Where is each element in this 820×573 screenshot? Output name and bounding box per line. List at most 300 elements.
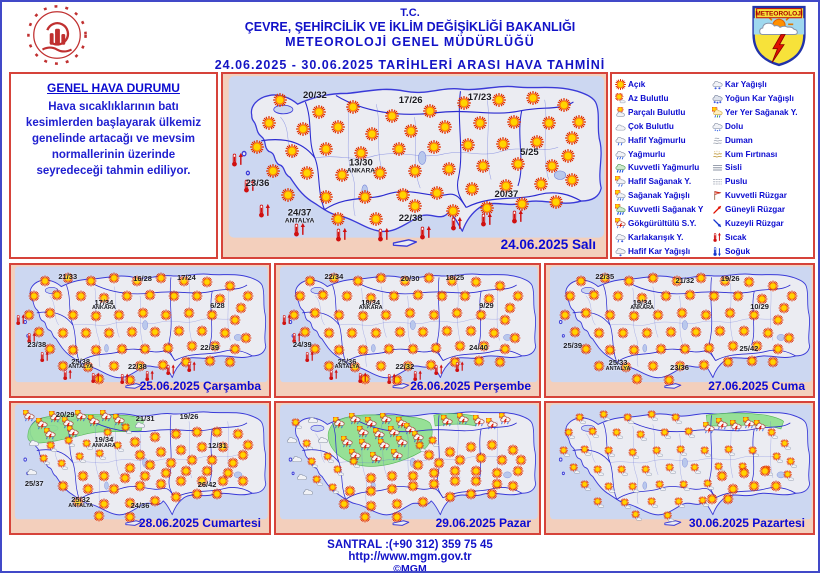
sun-icon — [150, 431, 161, 442]
sun-icon — [542, 116, 556, 130]
sun-cloud-icon — [637, 430, 648, 441]
sun-icon — [176, 444, 187, 455]
thunderstorm-icon — [75, 410, 87, 422]
temperature-label — [563, 342, 582, 350]
thunderstorm-icon — [486, 418, 498, 430]
forecast-map-day-5 — [9, 401, 271, 535]
sun-cloud-icon — [307, 457, 318, 468]
sun-cloud-icon — [334, 465, 345, 476]
sun-icon — [428, 309, 439, 320]
sun-icon — [331, 212, 345, 226]
min-max-temperature: 13/30 — [348, 157, 373, 169]
sun-icon — [515, 455, 526, 466]
sun-icon — [449, 465, 460, 476]
sun-icon — [690, 326, 701, 337]
legend-item-arrow-north-wind — [712, 216, 812, 230]
forecast-map-day-1 — [221, 72, 608, 259]
legend-item-label: Soğuk — [725, 246, 751, 256]
sun-icon — [365, 486, 376, 497]
sun-icon — [647, 360, 658, 371]
sun-icon — [679, 343, 690, 354]
sun-cloud-icon — [594, 465, 605, 476]
legend-item-thermo-cold — [712, 244, 812, 258]
sun-icon — [661, 291, 672, 302]
cloud-icon — [302, 486, 313, 497]
legend-item-label: Yağmurlu — [628, 149, 666, 159]
arrow-north-wind-icon — [712, 218, 723, 229]
sun-icon — [496, 137, 510, 151]
sun-cloud-icon — [647, 411, 658, 422]
hail-icon — [712, 121, 723, 132]
sun-icon — [629, 345, 640, 356]
sun-icon — [294, 291, 305, 302]
ministry-emblem-logo — [26, 4, 88, 66]
sun-icon — [273, 93, 287, 107]
sun-icon — [722, 494, 733, 505]
sun-cloud-icon — [679, 481, 690, 492]
sun-icon — [476, 309, 487, 320]
legend-item-label: Hafif Sağanak Y. — [628, 177, 692, 187]
sun-icon — [339, 499, 350, 510]
sun-icon — [370, 328, 381, 339]
sun-icon — [116, 343, 127, 354]
min-max-temperature: 26/42 — [197, 479, 217, 489]
temperature-label — [285, 208, 314, 225]
thermo-cold-icon — [712, 246, 723, 257]
thunderstorm-icon — [457, 413, 469, 425]
temperature-label — [479, 302, 494, 310]
legend-item-label: Parçalı Bulutlu — [628, 108, 686, 118]
temperature-label — [27, 341, 46, 349]
sun-icon — [783, 333, 794, 344]
sun-icon — [391, 499, 402, 510]
shower-heavy-icon — [615, 204, 626, 215]
sun-icon — [460, 291, 471, 302]
sun-icon — [109, 483, 120, 494]
sun-icon — [196, 325, 207, 336]
min-max-temperature: 16/28 — [133, 274, 152, 284]
sun-icon — [233, 429, 244, 440]
rain-heavy-icon — [615, 162, 626, 173]
general-weather-box — [9, 72, 218, 259]
sun-icon — [770, 481, 781, 492]
sun-icon — [438, 120, 452, 134]
sun-icon — [565, 291, 576, 302]
sun-icon — [334, 345, 345, 356]
temperature-label — [670, 365, 689, 373]
min-max-temperature: 19/34 — [94, 435, 114, 445]
sun-icon — [476, 452, 487, 463]
min-max-temperature: 21/31 — [135, 413, 155, 423]
thunderstorm-icon — [472, 415, 484, 427]
sun-icon — [29, 291, 40, 302]
sun-icon — [365, 127, 379, 141]
sun-icon — [494, 356, 505, 367]
sun-cloud-icon — [767, 429, 778, 440]
sun-icon — [91, 345, 102, 356]
snow-icon — [712, 79, 723, 90]
sun-icon — [430, 186, 444, 200]
min-max-temperature: 17/34 — [94, 297, 114, 307]
sun-icon — [129, 437, 140, 448]
city-name-label: ANKARA — [358, 305, 383, 312]
sun-icon — [57, 481, 68, 492]
legend-item-hail — [712, 120, 812, 134]
hot-thermometer-icon — [479, 212, 495, 228]
temperature-label — [721, 275, 740, 283]
sun-icon — [196, 442, 207, 453]
sun-icon — [549, 195, 563, 209]
forecast-map-day-3 — [274, 263, 541, 398]
sun-icon — [122, 291, 133, 302]
temperature-label — [208, 442, 227, 450]
temperature-label — [675, 277, 694, 285]
sun-icon — [572, 115, 586, 129]
legend-item-label: Kuzeyli Rüzgar — [725, 218, 784, 228]
city-name-label: ANKARA — [630, 305, 655, 312]
thunderstorm-icon — [359, 439, 371, 451]
map-date-caption: 24.06.2025 Salı — [500, 237, 596, 252]
sun-icon — [155, 273, 166, 284]
legend-item-label: Güneyli Rüzgar — [725, 205, 786, 215]
sun-icon — [344, 486, 355, 497]
sun-icon — [561, 149, 575, 163]
temperature-label — [520, 148, 539, 158]
map-date-caption: 30.06.2025 Pazartesi — [688, 516, 805, 530]
sun-cloud-icon — [631, 511, 642, 522]
temperature-label — [58, 273, 77, 281]
storm-icon — [615, 218, 626, 229]
sun-icon — [202, 277, 213, 288]
sun-icon — [413, 290, 424, 301]
sun-cloud-icon — [96, 450, 107, 461]
thunderstorm-icon — [333, 416, 345, 428]
sun-icon — [39, 275, 50, 286]
hot-thermometer-icon — [510, 209, 526, 225]
legend-item-label: Az Bulutlu — [628, 94, 669, 104]
min-max-temperature: 21/33 — [58, 271, 78, 281]
legend-item-haze — [712, 175, 812, 189]
sun-cloud-icon — [642, 465, 653, 476]
sun-icon — [376, 273, 387, 284]
sun-cloud-icon — [47, 442, 58, 453]
sun-icon — [212, 426, 223, 437]
hot-thermometer-icon — [385, 373, 398, 386]
sun-icon — [413, 460, 424, 471]
temperature-label — [495, 190, 519, 200]
sun-icon — [186, 455, 197, 466]
temperature-label — [750, 303, 769, 311]
footer — [2, 539, 818, 573]
legend-item-rain-light — [615, 133, 712, 147]
sun-icon — [623, 275, 634, 286]
sun-cloud-icon — [647, 498, 658, 509]
sun-cloud-icon — [65, 437, 76, 448]
sun-icon — [428, 468, 439, 479]
sun-icon — [733, 291, 744, 302]
sun-icon — [444, 447, 455, 458]
header-titles — [122, 7, 698, 72]
forecast-map-day-4 — [544, 263, 815, 398]
sun-icon — [677, 308, 688, 319]
sun-cloud-icon — [75, 452, 86, 463]
temperature-label — [469, 344, 488, 352]
sun-icon — [145, 460, 156, 471]
sun-icon — [207, 309, 218, 320]
thunderstorm-icon — [441, 415, 453, 427]
thunderstorm-icon — [380, 413, 392, 425]
sun-icon — [78, 470, 89, 481]
parcali-icon — [615, 107, 626, 118]
forecast-map-day-2 — [9, 263, 271, 398]
cloud-icon — [318, 434, 329, 445]
sun-cloud-icon — [605, 447, 616, 458]
min-max-temperature: 25/42 — [739, 343, 759, 353]
sun-cloud-icon — [57, 460, 68, 471]
sun-icon — [605, 309, 616, 320]
sun-icon — [191, 489, 202, 500]
sun-icon — [365, 473, 376, 484]
legend-item-storm — [615, 216, 712, 230]
map-date-caption: 25.06.2025 Çarşamba — [139, 379, 261, 393]
sun-icon — [557, 98, 571, 112]
sun-icon — [385, 109, 399, 123]
temperature-label — [324, 273, 343, 281]
sun-icon — [376, 360, 387, 371]
sun-icon — [461, 138, 475, 152]
sun-cloud-icon — [589, 427, 600, 438]
sun-icon — [717, 470, 728, 481]
min-max-temperature: 18/25 — [445, 273, 465, 283]
sun-icon — [160, 309, 171, 320]
thunderstorm-icon — [703, 422, 715, 434]
sun-icon — [441, 325, 452, 336]
sun-icon — [698, 359, 709, 370]
sun-icon — [615, 79, 626, 90]
rain-icon — [615, 149, 626, 160]
sun-icon — [220, 328, 231, 339]
hot-thermometer-icon — [165, 363, 178, 376]
republic-title: T.C. — [400, 7, 420, 19]
sun-cloud-icon — [428, 437, 439, 448]
legend-item-label: Hafif Kar Yağışlı — [628, 246, 691, 256]
sun-icon — [358, 190, 372, 204]
sun-icon — [140, 343, 151, 354]
thunderstorm-icon — [100, 410, 112, 422]
sun-icon — [786, 291, 797, 302]
sun-icon — [230, 315, 241, 326]
sun-icon — [418, 496, 429, 507]
min-max-temperature: 22/32 — [395, 362, 415, 372]
min-max-temperature: 20/29 — [55, 409, 75, 419]
sun-icon — [465, 182, 479, 196]
min-max-temperature: 25/32 — [71, 495, 91, 505]
sun-icon — [373, 166, 387, 180]
sun-icon — [491, 478, 502, 489]
legend-item-sun-cloud — [615, 92, 712, 106]
sun-icon — [575, 275, 586, 286]
min-max-temperature: 25/38 — [71, 356, 91, 366]
temperature-label — [198, 481, 217, 489]
hot-thermometer-icon — [90, 371, 103, 384]
min-max-temperature: 22/39 — [200, 342, 220, 352]
legend-item-label: Açık — [628, 80, 646, 90]
wind-icon — [712, 190, 723, 201]
min-max-temperature: 23/36 — [670, 363, 689, 373]
sun-cloud-icon — [349, 457, 360, 468]
sun-cloud-icon — [313, 476, 324, 487]
legend-item-label: Puslu — [725, 177, 748, 187]
thermo-hot-icon — [712, 232, 723, 243]
sun-icon — [423, 104, 437, 118]
sun-icon — [342, 291, 353, 302]
min-max-temperature: 22/38 — [128, 362, 147, 372]
legend-item-shower-local — [712, 106, 812, 120]
temperature-label — [395, 363, 414, 371]
temperature-label — [128, 363, 147, 371]
sun-icon — [334, 309, 345, 320]
temperature-label — [92, 299, 116, 313]
min-max-temperature: 21/32 — [675, 275, 695, 285]
legend-item-label: Gökgürültülü S.Y. — [628, 218, 697, 228]
sun-icon — [83, 483, 94, 494]
sun-cloud-icon — [655, 481, 666, 492]
sun-icon — [418, 326, 429, 337]
snow-light-icon — [615, 246, 626, 257]
sun-icon — [423, 450, 434, 461]
sun-cloud-icon — [599, 411, 610, 422]
sun-icon — [171, 429, 182, 440]
sun-icon — [150, 495, 161, 506]
city-name-label: ANTALYA — [68, 503, 94, 510]
legend-column-right — [712, 78, 812, 258]
general-weather-title: GENEL HAVA DURUMU — [47, 81, 180, 95]
sun-cloud-icon — [122, 424, 133, 435]
sun-icon — [594, 328, 605, 339]
legend-item-parcali — [615, 106, 712, 120]
legend-item-label: Kum Fırtınası — [725, 149, 778, 159]
sun-cloud-icon — [629, 482, 640, 493]
sun-cloud-icon — [677, 446, 688, 457]
sun-icon — [207, 455, 218, 466]
legend-item-label: Yoğun Kar Yağışlı — [725, 94, 794, 104]
sun-icon — [173, 325, 184, 336]
hot-thermometer-icon — [185, 361, 198, 374]
temperature-label — [606, 359, 631, 373]
min-max-temperature: 17/24 — [177, 273, 196, 283]
sun-icon — [512, 465, 523, 476]
sun-icon — [470, 476, 481, 487]
legend-item-cloud — [615, 120, 712, 134]
temperature-label — [445, 274, 464, 282]
sun-icon — [150, 326, 161, 337]
sun-icon — [473, 355, 484, 366]
hot-thermometer-icon — [280, 314, 293, 327]
sun-icon — [738, 468, 749, 479]
footer-phone: SANTRAL :(+90 312) 359 75 45 — [327, 539, 493, 551]
sun-icon — [212, 489, 223, 500]
legend-item-sand — [712, 147, 812, 161]
sun-icon — [225, 356, 236, 367]
sun-icon — [507, 115, 521, 129]
sun-icon — [312, 105, 326, 119]
temperature-label — [740, 345, 759, 353]
legend-item-shower-heavy — [615, 203, 712, 217]
legend-item-label: Yer Yer Sağanak Y. — [725, 108, 798, 118]
forecast-date-range: 24.06.2025 - 30.06.2025 TARİHLERİ ARASI HAVA TAHMİNİ — [214, 58, 606, 72]
sun-icon — [618, 328, 629, 339]
thunderstorm-icon — [341, 436, 353, 448]
sun-icon — [386, 470, 397, 481]
haze-icon — [712, 176, 723, 187]
directorate-title: METEOROLOJİ GENEL MÜDÜRLÜĞÜ — [285, 35, 535, 49]
sun-icon — [436, 291, 447, 302]
temperature-label — [335, 358, 360, 372]
hot-thermometer-icon — [38, 350, 51, 363]
sun-icon — [165, 457, 176, 468]
sun-icon — [465, 325, 476, 336]
shower-icon — [615, 190, 626, 201]
sun-cloud-icon — [623, 413, 634, 424]
snow-heavy-icon — [712, 93, 723, 104]
city-name-label: ANKARA — [91, 305, 116, 312]
sun-icon — [394, 326, 405, 337]
thunderstorm-icon — [396, 436, 408, 448]
sun-icon — [465, 489, 476, 500]
sun-icon — [168, 291, 179, 302]
min-max-temperature: 25/36 — [337, 356, 357, 366]
sun-icon — [491, 468, 502, 479]
legend-item-wind — [712, 189, 812, 203]
temperature-label — [303, 91, 327, 101]
sun-cloud-icon — [661, 429, 672, 440]
sun-icon — [171, 491, 182, 502]
legend-item-rain-heavy — [615, 161, 712, 175]
sun-icon — [499, 315, 510, 326]
hot-thermometer-icon — [257, 203, 273, 219]
sun-icon — [281, 188, 295, 202]
min-max-temperature: 24/39 — [292, 339, 312, 349]
legend-item-label: Sağanak Yağışlı — [628, 191, 690, 201]
sun-icon — [250, 140, 264, 154]
sun-icon — [455, 341, 466, 352]
temperature-label — [131, 502, 150, 510]
sun-icon — [581, 308, 592, 319]
hot-thermometer-icon — [356, 371, 369, 384]
sun-icon — [391, 512, 402, 523]
sun-icon — [163, 342, 174, 353]
sun-cloud-icon — [703, 479, 714, 490]
sun-icon — [746, 355, 757, 366]
sun-icon — [331, 120, 345, 134]
sun-icon — [486, 489, 497, 500]
sun-icon — [589, 290, 600, 301]
min-max-temperature: 25/33 — [608, 358, 628, 368]
min-max-temperature: 17/23 — [467, 91, 492, 103]
min-max-temperature: 19/26 — [179, 412, 199, 422]
legend-item-label: Karlakarışık Y. — [628, 232, 684, 242]
shower-light-icon — [615, 176, 626, 187]
sun-icon — [727, 341, 738, 352]
sun-icon — [217, 476, 228, 487]
map-date-caption: 27.06.2025 Cuma — [708, 379, 805, 393]
min-max-temperature: 6/28 — [210, 300, 225, 310]
sun-icon — [240, 333, 251, 344]
sun-icon — [184, 308, 195, 319]
sun-cloud-icon — [581, 446, 592, 457]
min-max-temperature: 10/29 — [750, 301, 769, 311]
min-max-temperature: 19/34 — [632, 297, 652, 307]
